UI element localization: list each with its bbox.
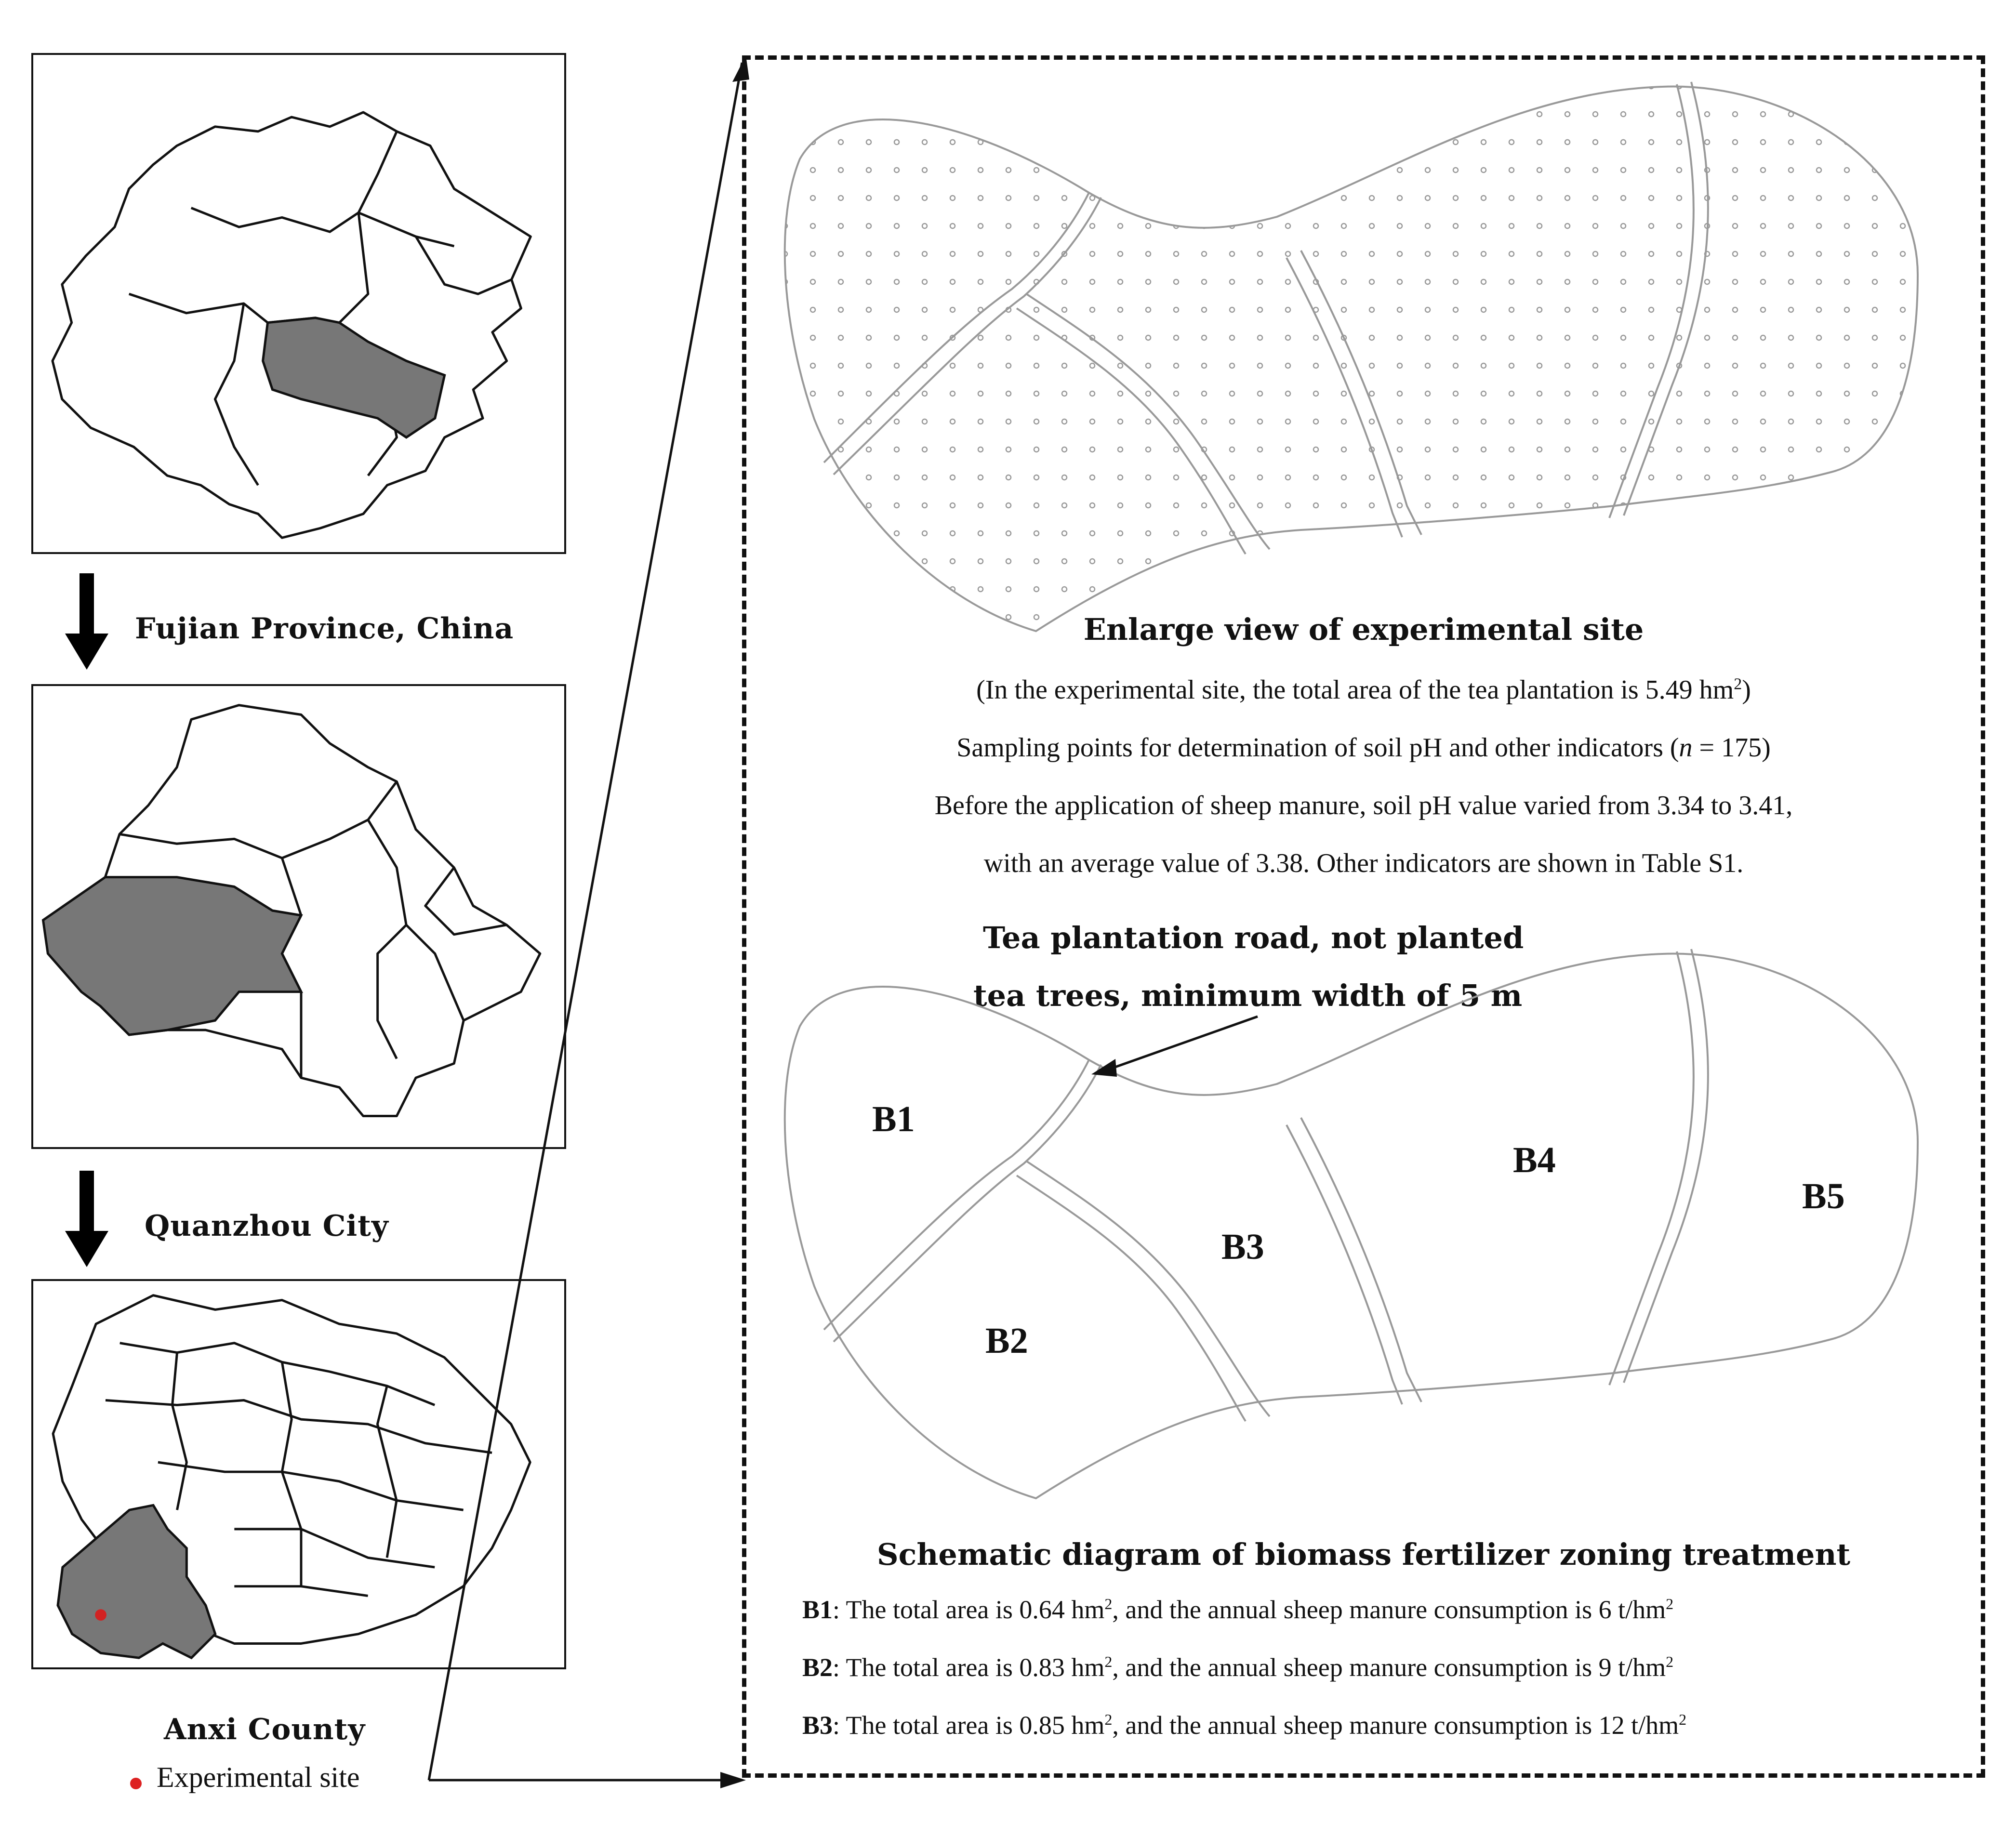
zone-description-text: , and the annual sheep manure consumption is 12 t/hm [1112, 1711, 1679, 1740]
ph-note-line-2: with an average value of 3.38. Other indicators are shown in Table S1. [983, 848, 1744, 878]
zoning-schematic [771, 939, 1956, 1527]
zone-label-b3: B3 [1221, 1227, 1264, 1267]
ph-note-line-1: Before the application of sheep manure, soil pH value varied from 3.34 to 3.41, [934, 791, 1793, 820]
road [1287, 1125, 1402, 1404]
road [1017, 1176, 1246, 1421]
anxi-caption: Anxi County [164, 1713, 366, 1746]
total-area-note-end: ) [1742, 675, 1751, 705]
zone-description-text: : The total area is 0.83 hm [833, 1653, 1105, 1682]
road [824, 1060, 1089, 1330]
enlarged-site-map [771, 72, 1956, 650]
superscript: 2 [1679, 1711, 1687, 1728]
schematic-title: Schematic diagram of biomass fertilizer zoning treatment [876, 1537, 1851, 1572]
zone-description-label: B1 [802, 1595, 833, 1624]
sampling-note [742, 732, 1985, 763]
site-outline [785, 87, 1918, 631]
zone-description-b2 [802, 1652, 1673, 1682]
total-area-note [742, 674, 1985, 705]
zone-description-b1 [802, 1595, 1673, 1625]
road-annotation-line-1: Tea plantation road, not planted [983, 920, 1524, 955]
enlarged-view-title: Enlarge view of experimental site [1083, 612, 1644, 647]
superscript: 2 [1666, 1595, 1674, 1612]
zone-label-b1: B1 [872, 1099, 915, 1139]
zone-description-text: , and the annual sheep manure consumption is 6 t/hm [1112, 1595, 1666, 1624]
zone-label-b4: B4 [1513, 1140, 1556, 1180]
road [1624, 949, 1708, 1383]
road [1026, 1161, 1270, 1416]
zone-description-label: B3 [802, 1711, 833, 1740]
superscript: 2 [1104, 1653, 1113, 1670]
superscript: 2 [1734, 675, 1742, 693]
road [1609, 951, 1694, 1385]
zone-description-text: , and the annual sheep manure consumption is 9 t/hm [1112, 1653, 1666, 1682]
schematic-outline [785, 954, 1918, 1498]
superscript: 2 [1104, 1711, 1113, 1728]
total-area-note-text: (In the experimental site, the total area of the tea plantation is 5.49 hm [976, 675, 1734, 705]
zone-description-text: : The total area is 0.64 hm [833, 1595, 1105, 1624]
sampling-note-end: = 175) [1692, 733, 1771, 763]
zone-description-label: B2 [802, 1653, 833, 1682]
sampling-n: n [1679, 733, 1693, 763]
quanzhou-caption: Quanzhou City [145, 1209, 389, 1243]
superscript: 2 [1666, 1653, 1674, 1670]
zone-description-text: : The total area is 0.85 hm [833, 1711, 1105, 1740]
experimental-site-legend-label: Experimental site [157, 1761, 360, 1793]
road [1301, 1118, 1421, 1402]
road-annotation-line-2: tea trees, minimum width of 5 m [973, 978, 1523, 1013]
zone-label-b5: B5 [1802, 1176, 1845, 1216]
zone-label-b2: B2 [985, 1321, 1028, 1361]
sampling-note-text: Sampling points for determination of soil pH and other indicators ( [956, 733, 1679, 763]
superscript: 2 [1104, 1595, 1113, 1612]
zone-description-b3 [802, 1710, 1686, 1740]
fujian-caption: Fujian Province, China [135, 612, 514, 646]
